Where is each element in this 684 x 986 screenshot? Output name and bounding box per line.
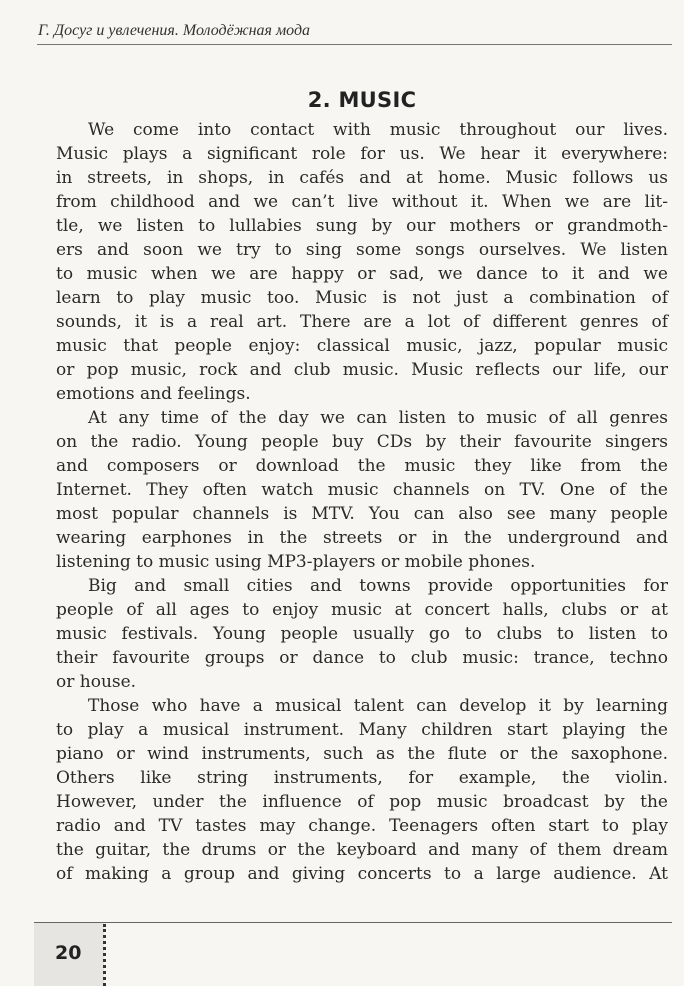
- dotted-divider: [103, 924, 106, 986]
- text-line: in streets, in shops, in cafés and at home. Music follows us: [56, 168, 668, 188]
- text-line: their favourite groups or dance to club music: trance, techno: [56, 648, 668, 668]
- text-line: music that people enjoy: classical music, jazz, popular music: [56, 336, 668, 356]
- text-line: tle, we listen to lullabies sung by our mothers or grandmoth-: [56, 216, 668, 236]
- footer-rule: [34, 922, 672, 923]
- paragraph: [56, 574, 668, 694]
- text-line: people of all ages to enjoy music at concert halls, clubs or at: [56, 600, 668, 620]
- text-line: Big and small cities and towns provide opportunities for: [88, 576, 668, 596]
- paragraph: [56, 406, 668, 574]
- text-line: listening to music using MP3-players or mobile phones.: [56, 552, 536, 572]
- text-line: Music plays a significant role for us. We hear it everywhere:: [56, 144, 668, 164]
- text-line: of making a group and giving concerts to a large audience. At: [56, 864, 668, 884]
- text-line: We come into contact with music throughout our lives.: [88, 120, 668, 140]
- paragraph: [56, 694, 668, 886]
- text-line: or pop music, rock and club music. Music reflects our life, our: [56, 360, 668, 380]
- text-line: the guitar, the drums or the keyboard and many of them dream: [56, 840, 668, 860]
- text-line: or house.: [56, 672, 137, 692]
- text-line: from childhood and we can’t live without it. When we are lit-: [56, 192, 668, 212]
- text-line: on the radio. Young people buy CDs by their favourite singers: [56, 432, 668, 452]
- text-line: Those who have a musical talent can develop it by learning: [88, 696, 668, 716]
- text-line: music festivals. Young people usually go to clubs to listen to: [56, 624, 668, 644]
- text-line: However, under the influence of pop music broadcast by the: [56, 792, 668, 812]
- text-line: to play a musical instrument. Many children start playing the: [56, 720, 668, 740]
- text-line: ers and soon we try to sing some songs ourselves. We listen: [56, 240, 668, 260]
- text-line: emotions and feelings.: [56, 384, 251, 404]
- page-number: 20: [55, 942, 82, 964]
- text-line: At any time of the day we can listen to music of all genres: [88, 408, 668, 428]
- text-line: wearing earphones in the streets or in the underground and: [56, 528, 668, 548]
- text-line: radio and TV tastes may change. Teenagers often start to play: [56, 816, 668, 836]
- text-line: to music when we are happy or sad, we dance to it and we: [56, 264, 668, 284]
- text-line: and composers or download the music they like from the: [56, 456, 668, 476]
- body-text: [56, 118, 668, 886]
- section-title: 2. MUSIC: [307, 88, 417, 112]
- paragraph: [56, 118, 668, 406]
- text-line: Internet. They often watch music channels on TV. One of the: [56, 480, 668, 500]
- header-rule: [37, 44, 672, 45]
- text-line: learn to play music too. Music is not just a combination of: [56, 288, 668, 308]
- text-line: most popular channels is MTV. You can also see many people: [56, 504, 668, 524]
- text-line: piano or wind instruments, such as the flute or the saxophone.: [56, 744, 668, 764]
- running-head: Г. Досуг и увлечения. Молодёжная мода: [38, 22, 311, 39]
- text-line: Others like string instruments, for example, the violin.: [56, 768, 668, 788]
- text-line: sounds, it is a real art. There are a lot of different genres of: [56, 312, 668, 332]
